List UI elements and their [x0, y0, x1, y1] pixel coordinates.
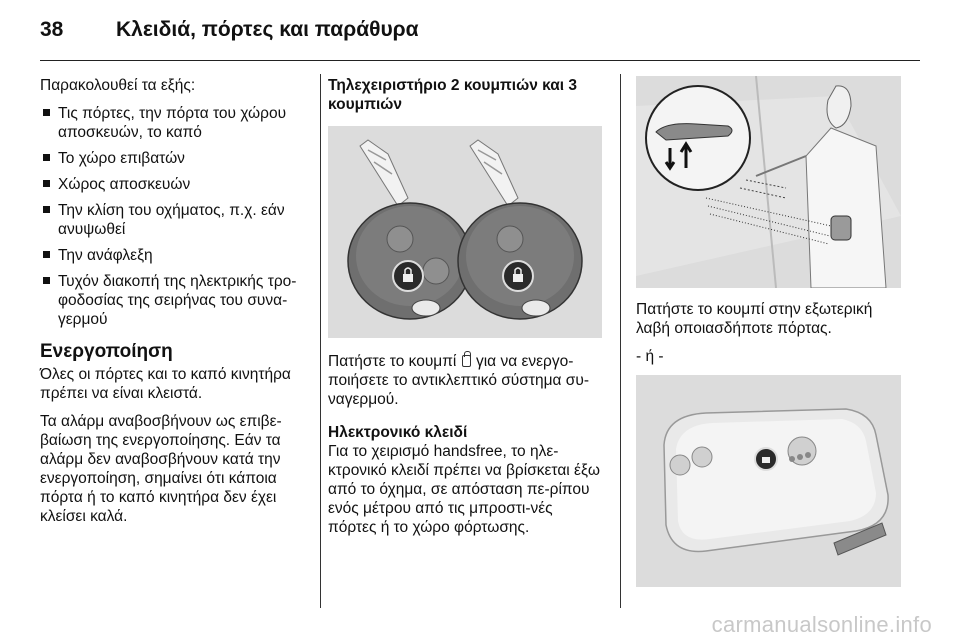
- square-bullet-icon: [43, 277, 50, 284]
- smart-key-text: Για το χειρισμό handsfree, το ηλε-κτρονικό κλειδί πρέπει να βρίσκεται έξω από το όχημα, σε απόσταση πε-ρίπου ενός μέτρου από τις μπροστι-νές πόρτες ή το χώρο φόρτωσης.: [328, 443, 600, 536]
- remote-keys-illustration: [328, 126, 602, 338]
- handle-button-para: Πατήστε το κουμπί στην εξωτερική λαβή οποιασδήποτε πόρτας.: [636, 301, 873, 337]
- smart-key-heading: Ηλεκτρονικό κλειδί: [328, 424, 468, 441]
- list-item: Το χώρο επιβατών: [40, 149, 302, 168]
- remote-heading: Τηλεχειριστήριο 2 κουμπιών και 3 κουμπιών: [328, 77, 578, 113]
- activation-para-1: Όλες οι πόρτες και το καπό κινητήρα πρέπει να είναι κλειστά.: [40, 366, 291, 402]
- list-item: Την ανάφλεξη: [40, 246, 302, 265]
- square-bullet-icon: [43, 206, 50, 213]
- list-item: Τυχόν διακοπή της ηλεκτρικής τρο-φοδοσίας της σειρήνας του συνα-γερμού: [40, 272, 302, 329]
- remote-keys-drawing: [328, 126, 602, 338]
- lock-button-para: Πατήστε το κουμπί για να ενεργο-ποιήσετε το αντικλεπτικό σύστημα συ-ναγερμού.: [328, 353, 589, 408]
- page-header: [40, 14, 920, 54]
- key-left: [348, 140, 472, 319]
- page-title: Κλειδιά, πόρτες και παράθυρα: [116, 18, 419, 41]
- key-card-illustration: [636, 375, 901, 587]
- key-right: [458, 140, 582, 319]
- right-column: [636, 76, 902, 587]
- page-number: 38: [40, 18, 64, 41]
- list-item: Χώρος αποσκευών: [40, 175, 302, 194]
- column-divider-1: [320, 74, 321, 608]
- middle-column: [328, 76, 603, 546]
- list-item: Την κλίση του οχήματος, π.χ. εάν ανυψωθεί: [40, 201, 302, 239]
- lock-icon: [462, 355, 471, 367]
- section-title: Ενεργοποίηση: [40, 341, 173, 362]
- monitored-list: [40, 104, 302, 329]
- square-bullet-icon: [43, 180, 50, 187]
- left-column: [40, 76, 302, 535]
- watermark: carmanualsonline.info: [711, 612, 932, 637]
- activation-para-2: Τα αλάρμ αναβοσβήνουν ως επιβε-βαίωση της ενεργοποίησης. Εάν τα αλάρμ δεν αναβοσβήνουν κατά την ενεργοποίηση, σημαίνει ότι κάποια πόρτα ή το καπό κινητήρα δεν έχει κλείσει καλά.: [40, 413, 282, 525]
- header-divider: [40, 60, 920, 61]
- door-handle-drawing: [636, 76, 901, 288]
- column-divider-2: [620, 74, 621, 608]
- intro-text: Παρακολουθεί τα εξής:: [40, 77, 196, 94]
- square-bullet-icon: [43, 154, 50, 161]
- square-bullet-icon: [43, 251, 50, 258]
- list-item: Τις πόρτες, την πόρτα του χώρου αποσκευών, το καπό: [40, 104, 302, 142]
- door-handle-illustration: [636, 76, 901, 288]
- square-bullet-icon: [43, 109, 50, 116]
- or-separator: - ή -: [636, 348, 664, 365]
- key-card-drawing: [636, 375, 901, 587]
